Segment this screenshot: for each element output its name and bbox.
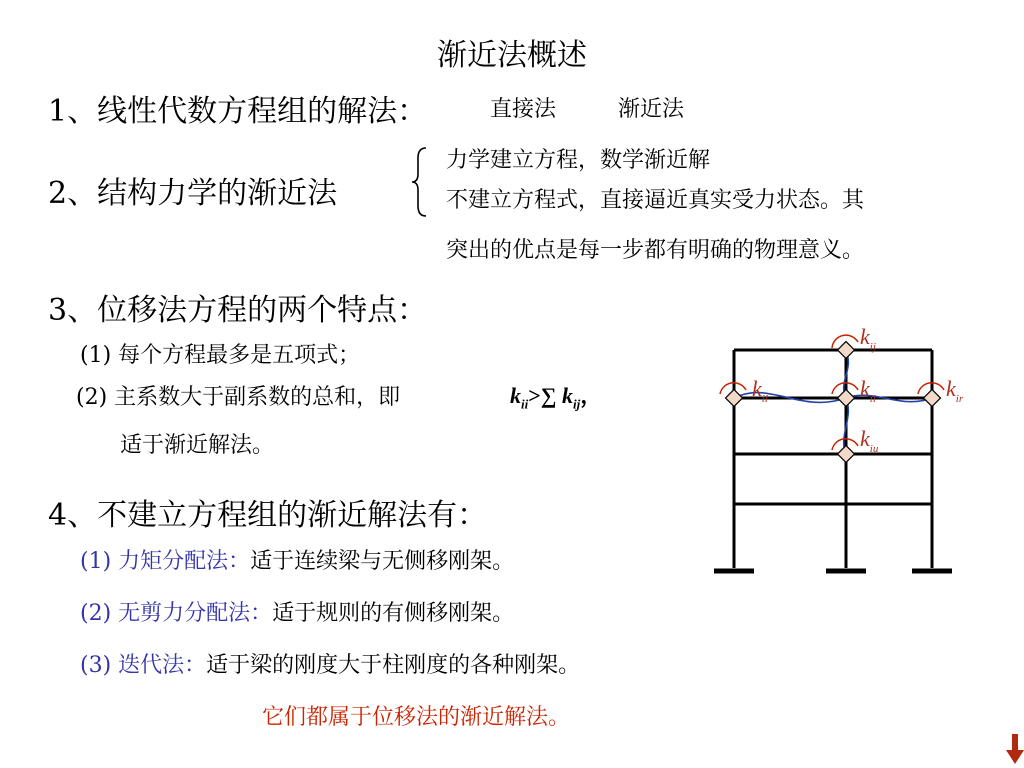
item3-label: 3、位移法方程的两个特点： [48, 293, 428, 328]
item2-line1: 力学建立方程，数学渐近解 [446, 148, 711, 173]
item3-point1: (1) 每个方程最多是五项式； [80, 343, 361, 368]
formula-sub-ii: ii [521, 396, 529, 412]
label-kij: $k_{ij}$ [860, 324, 876, 353]
label-kir: $k_{ir}$ [946, 376, 964, 405]
method-iteration [80, 648, 580, 679]
formula-k1: k [510, 383, 521, 408]
formula-k2: k [561, 383, 573, 408]
formula-sub-ij: ij [572, 396, 581, 412]
down-arrow-icon[interactable] [1006, 734, 1024, 764]
item3-point2: (2) 主系数大于副系数的总和，即 [76, 385, 401, 410]
item1-method-direct: 直接法 [490, 97, 557, 122]
item2-label: 2、结构力学的渐近法 [48, 176, 338, 211]
method-name: (3) 迭代法： [80, 653, 207, 678]
dominance-formula [510, 379, 602, 412]
frame-members [734, 350, 932, 568]
label-kil: $k_{il}$ [752, 376, 768, 405]
method-name: (1) 力矩分配法： [80, 549, 251, 574]
label-kii: $k_{ii}$ [860, 376, 876, 405]
method-desc: 适于梁的刚度大于柱刚度的各种刚架。 [206, 653, 581, 678]
method-shear-free-distribution [80, 596, 514, 627]
item4-label: 4、不建立方程组的渐近解法有： [48, 498, 488, 533]
method-desc: 适于规则的有侧移刚架。 [272, 601, 515, 626]
formula-relation: >∑ [528, 383, 557, 408]
conclusion: 它们都属于位移法的渐近解法。 [262, 705, 571, 730]
brace-icon [410, 146, 428, 218]
page-title: 渐近法概述 [437, 38, 587, 73]
frame-diagram [700, 318, 990, 580]
item2-line3: 突出的优点是每一步都有明确的物理意义。 [446, 238, 865, 263]
item2-line2: 不建立方程式，直接逼近真实受力状态。其 [446, 188, 865, 213]
label-kiu: $k_{iu}$ [860, 426, 879, 455]
item1-method-asymptotic: 渐近法 [618, 97, 685, 122]
method-moment-distribution [80, 544, 514, 575]
formula-comma: ， [580, 383, 603, 408]
method-desc: 适于连续梁与无侧移刚架。 [250, 549, 515, 574]
item3-point2-cont: 适于渐近解法。 [120, 433, 275, 458]
item1-label: 1、线性代数方程组的解法： [48, 94, 428, 129]
method-name: (2) 无剪力分配法： [80, 601, 273, 626]
